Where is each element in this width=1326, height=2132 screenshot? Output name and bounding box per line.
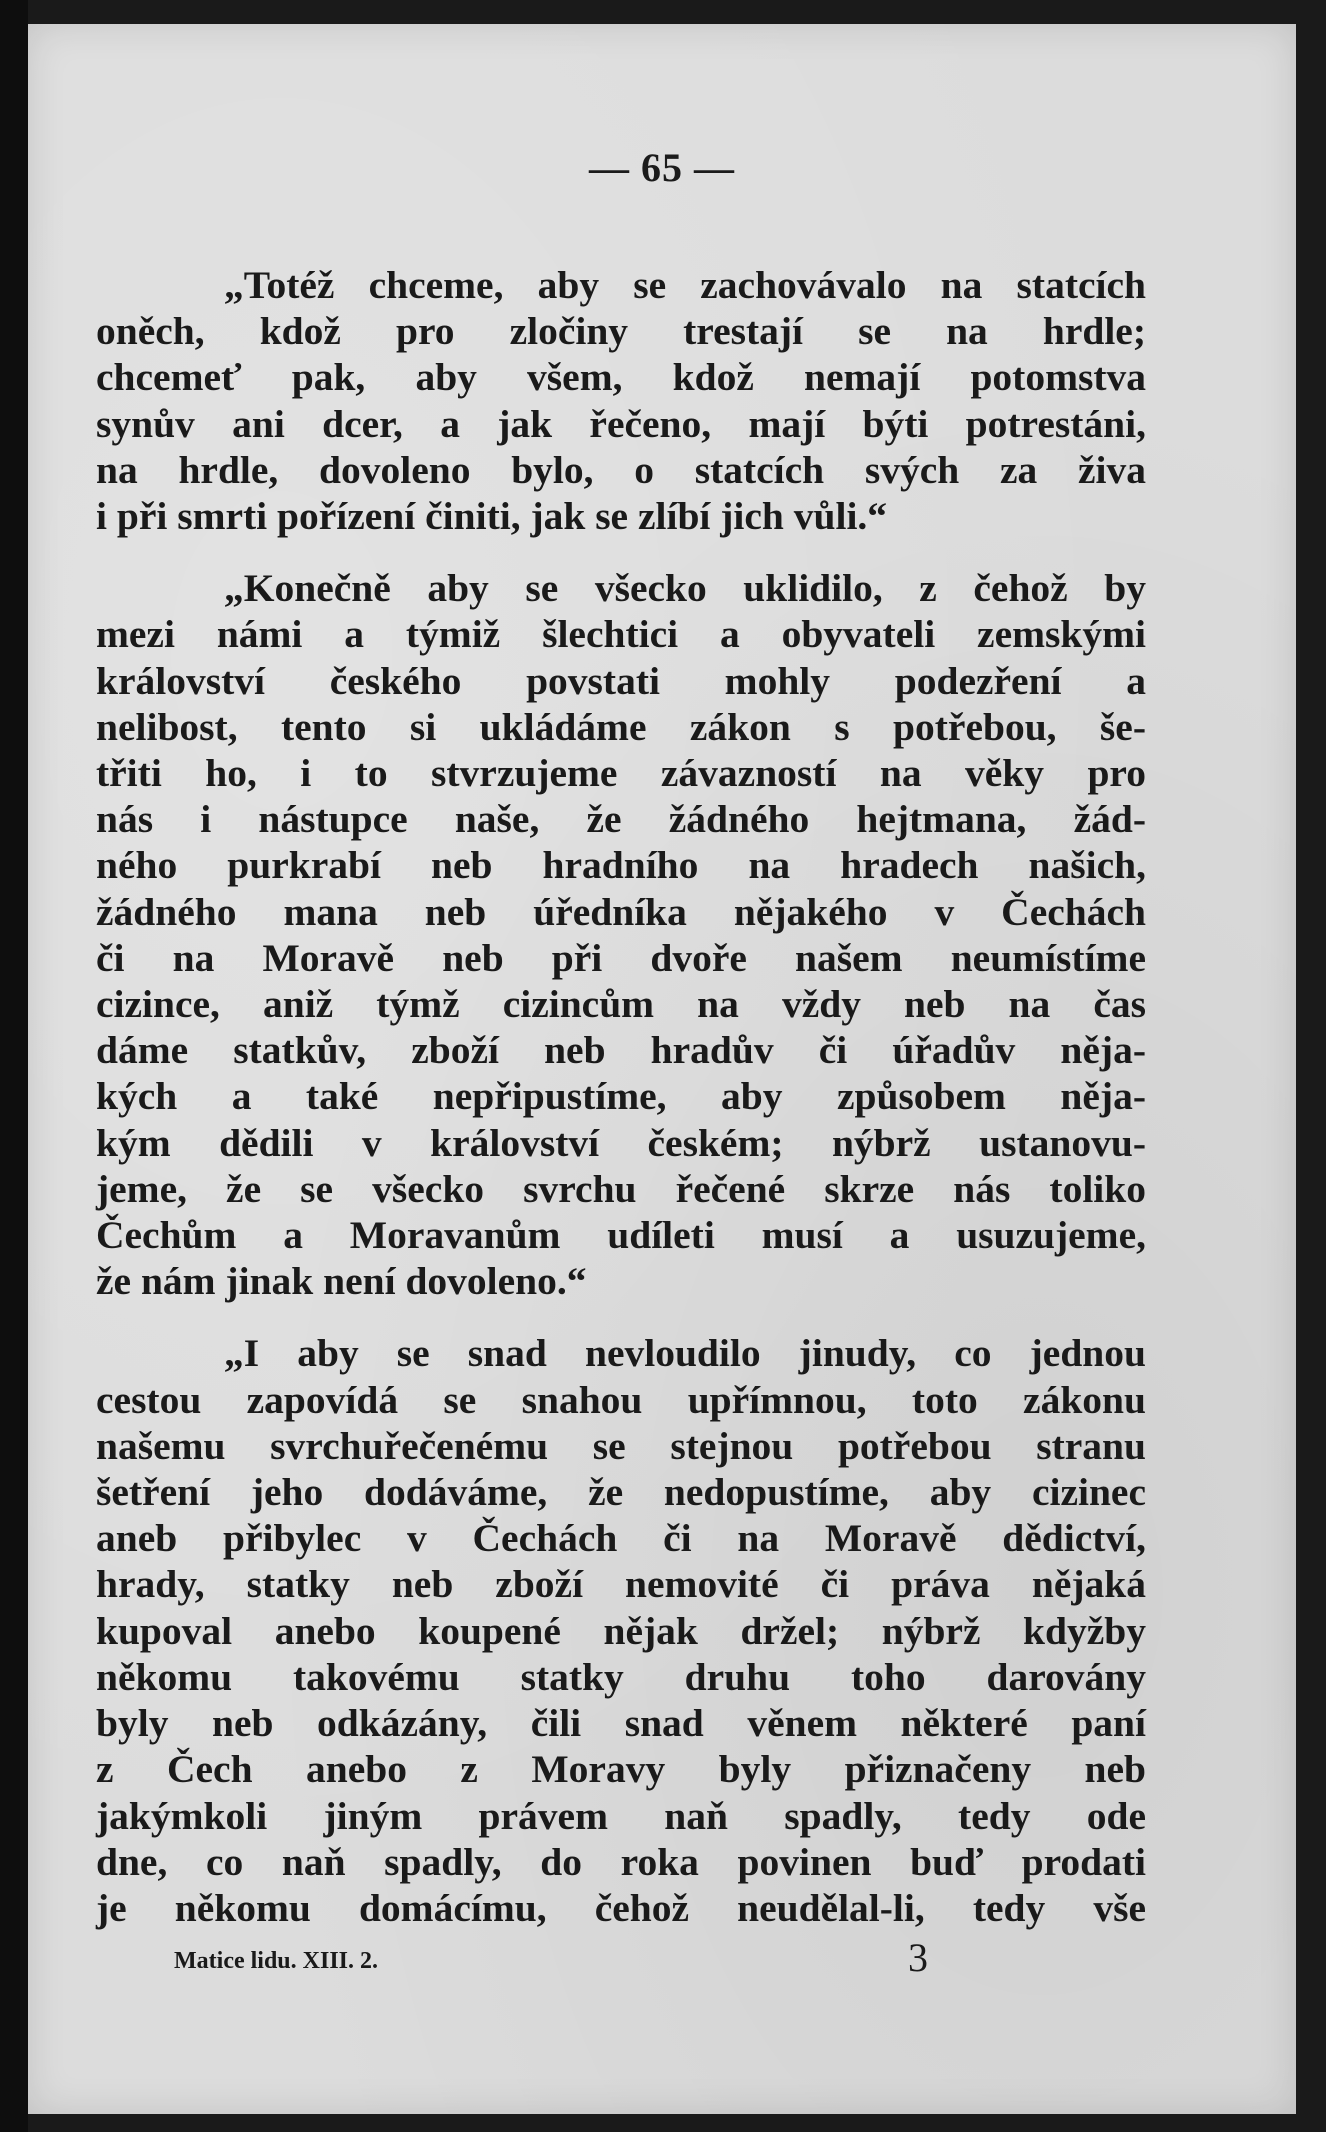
text-line: je někomu domácímu, čehož neudělal-li, tedy vše	[96, 1885, 1146, 1930]
text-line: „Konečně aby se všecko uklidilo, z čehož by	[224, 566, 1146, 611]
text-line: kým dědili v království českém; nýbrž ustanovu-	[96, 1120, 1146, 1165]
text-line: žádného mana neb úředníka nějakého v Čechách	[96, 889, 1146, 934]
text-line: cestou zapovídá se snahou upřímnou, toto zákonu	[96, 1377, 1146, 1422]
text-line: či na Moravě neb při dvoře našem neumístíme	[96, 935, 1146, 980]
text-line: z Čech anebo z Moravy byly přiznačeny neb	[96, 1747, 1146, 1792]
text-line: „I aby se snad nevloudilo jinudy, co jednou	[224, 1331, 1146, 1376]
text-line: byly neb odkázány, čili snad věnem některé paní	[96, 1701, 1146, 1746]
paragraph-1	[96, 262, 1146, 539]
paragraph-3	[96, 1330, 1146, 1931]
page-body	[96, 262, 1146, 1957]
text-line: synův ani dcer, a jak řečeno, mají býti potrestáni,	[96, 401, 1146, 446]
text-line: nelibost, tento si ukládáme zákon s potřebou, še-	[96, 704, 1146, 749]
page-footer	[174, 1934, 954, 1984]
text-line: oněch, kdož pro zločiny trestají se na hrdle;	[96, 309, 1146, 354]
book-page	[28, 24, 1296, 2114]
text-line: hrady, statky neb zboží nemovité či práva nějaká	[96, 1562, 1146, 1607]
text-line: jeme, že se všecko svrchu řečené skrze nás toliko	[96, 1166, 1146, 1211]
text-line: cizince, aniž týmž cizincům na vždy neb na čas	[96, 982, 1146, 1027]
text-line: „Totéž chceme, aby se zachovávalo na statcích	[224, 263, 1146, 307]
text-line: aneb přibylec v Čechách či na Moravě dědictví,	[96, 1516, 1146, 1561]
text-line: království českého povstati mohly podezření a	[96, 658, 1146, 703]
page-number-header: — 65 —	[589, 145, 735, 190]
paragraph-2	[96, 565, 1146, 1304]
text-line: chcemeť pak, aby všem, kdož nemají potomstva	[96, 355, 1146, 400]
text-line: dne, co naň spadly, do roka povinen buď prodati	[96, 1839, 1146, 1884]
text-line: že nám jinak není dovoleno.“	[96, 1259, 587, 1304]
printer-signature: Matice lidu. XIII. 2.	[174, 1948, 378, 1974]
text-line: ného purkrabí neb hradního na hradech našich,	[96, 843, 1146, 888]
text-line: kupoval anebo koupené nějak držel; nýbrž kdyžby	[96, 1608, 1146, 1653]
scan-left-edge	[0, 0, 28, 2132]
text-line: mezi námi a týmiž šlechtici a obyvateli zemskými	[96, 612, 1146, 657]
text-line: na hrdle, dovoleno bylo, o statcích svých za živa	[96, 447, 1146, 492]
text-line: nás i nástupce naše, že žádného hejtmana, žád-	[96, 797, 1146, 842]
text-line: Čechům a Moravanům udíleti musí a usuzujeme,	[96, 1213, 1146, 1258]
text-line: našemu svrchuřečenému se stejnou potřebou stranu	[96, 1423, 1146, 1468]
text-line: někomu takovému statky druhu toho darovány	[96, 1654, 1146, 1699]
text-line: jakýmkoli jiným právem naň spadly, tedy ode	[96, 1793, 1146, 1838]
sheet-number: 3	[908, 1935, 928, 1980]
text-line: i při smrti pořízení činiti, jak se zlíbí jich vůli.“	[96, 494, 888, 539]
text-line: třiti ho, i to stvrzujeme závazností na věky pro	[96, 751, 1146, 796]
text-line: šetření jeho dodáváme, že nedopustíme, aby cizinec	[96, 1470, 1146, 1515]
text-line: kých a také nepřipustíme, aby způsobem něja-	[96, 1074, 1146, 1119]
text-line: dáme statkův, zboží neb hradův či úřadův něja-	[96, 1028, 1146, 1073]
